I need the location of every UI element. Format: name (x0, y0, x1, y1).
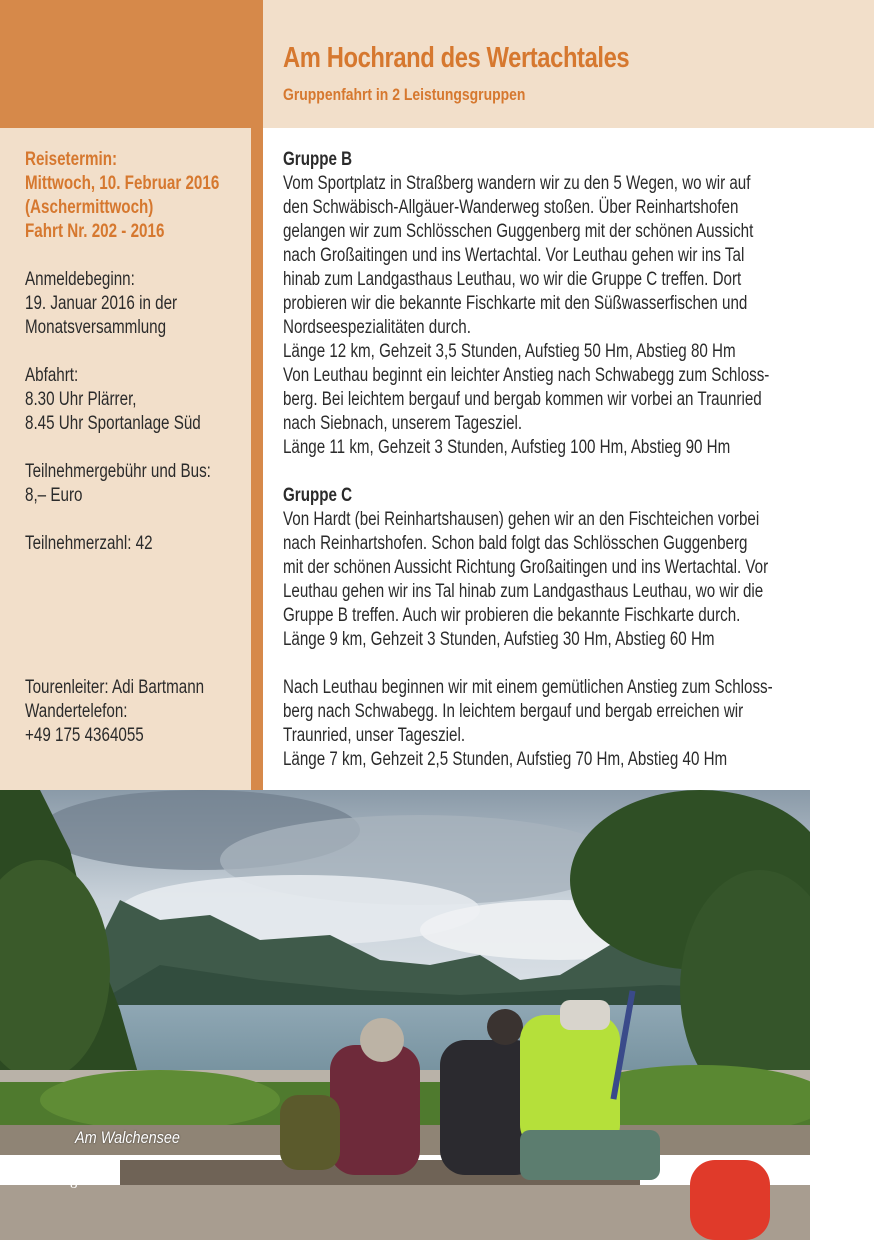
lake-photo (0, 790, 810, 1240)
group-b-line: probieren wir die bekannte Fischkarte mit den Süßwasserfischen und (283, 293, 748, 314)
group-c-line: Traunried, unser Tagesziel. (283, 725, 466, 746)
departure-time-2: 8.45 Uhr Sportanlage Süd (25, 413, 201, 434)
group-c-line: Leuthau gehen wir ins Tal hinab zum Landgasthaus Leuthau, wo wir die (283, 581, 764, 602)
group-b-line: Vom Sportplatz in Straßberg wandern wir zu den 5 Wegen, wo wir auf (283, 173, 751, 194)
group-b-line: nach Großaitingen und ins Wertachtal. Vor Leuthau gehen wir ins Tal (283, 245, 745, 266)
trip-number: Fahrt Nr. 202 - 2016 (25, 221, 165, 242)
group-c-line: berg nach Schwabegg. In leichtem bergauf und bergab erreichen wir (283, 701, 744, 722)
group-b-line: hinab zum Landgasthaus Leuthau, wo wir die Gruppe C treffen. Dort (283, 269, 742, 290)
group-c-line: mit der schönen Aussicht Richtung Großaitingen und ins Wertachtal. Vor (283, 557, 769, 578)
fee-info (25, 460, 249, 508)
group-b-line: Nordseespezialitäten durch. (283, 317, 471, 338)
group-c-line: Gruppe B treffen. Auch wir probieren die bekannte Fischkarte durch. (283, 605, 741, 626)
group-b-heading: Gruppe B (283, 149, 353, 170)
leader-info (25, 676, 249, 748)
group-c-section (283, 484, 810, 652)
phone-label: Wandertelefon: (25, 701, 128, 722)
page-number: 8 (70, 1176, 78, 1192)
group-b-section (283, 148, 810, 460)
page-subtitle: Gruppenfahrt in 2 Leistungsgruppen (283, 85, 526, 104)
page-title: Am Hochrand des Wertachtales (283, 42, 630, 74)
departure-time-1: 8.30 Uhr Plärrer, (25, 389, 137, 410)
group-c-stats-1: Länge 9 km, Gehzeit 3 Stunden, Aufstieg 30 Hm, Abstieg 60 Hm (283, 629, 715, 650)
group-b-stats-2: Länge 11 km, Gehzeit 3 Stunden, Aufstieg 100 Hm, Abstieg 90 Hm (283, 437, 731, 458)
group-b-stats-1: Länge 12 km, Gehzeit 3,5 Stunden, Aufstieg 50 Hm, Abstieg 80 Hm (283, 341, 736, 362)
registration-info (25, 268, 249, 340)
group-b-line: den Schwäbisch-Allgäuer-Wanderweg stoßen. Über Reinhartshofen (283, 197, 739, 218)
group-c-line: Von Hardt (bei Reinhartshausen) gehen wir an den Fischteichen vorbei (283, 509, 760, 530)
sidebar-divider (251, 128, 263, 790)
fee-value: 8,– Euro (25, 485, 83, 506)
fee-label: Teilnehmergebühr und Bus: (25, 461, 211, 482)
registration-place: Monatsversammlung (25, 317, 167, 338)
departure-info (25, 364, 249, 436)
photo-caption: Am Walchensee (75, 1128, 180, 1147)
group-c-stats-2: Länge 7 km, Gehzeit 2,5 Stunden, Aufstieg 70 Hm, Abstieg 40 Hm (283, 749, 728, 770)
trip-note: (Aschermittwoch) (25, 197, 154, 218)
group-b-line: nach Siebnach, unserem Tagesziel. (283, 413, 523, 434)
group-c-continuation (283, 676, 810, 772)
registration-label: Anmeldebeginn: (25, 269, 135, 290)
participants-info (25, 532, 249, 556)
header-accent-block (0, 0, 263, 128)
registration-date: 19. Januar 2016 in der (25, 293, 178, 314)
phone-number: +49 175 4364055 (25, 725, 144, 746)
trip-label: Reisetermin: (25, 149, 118, 170)
group-b-line: berg. Bei leichtem bergauf und bergab kommen wir vorbei an Traunried (283, 389, 762, 410)
departure-label: Abfahrt: (25, 365, 79, 386)
lake-photo-illustration (0, 790, 810, 1240)
group-c-heading: Gruppe C (283, 485, 353, 506)
trip-info (25, 148, 249, 244)
participants-count: Teilnehmerzahl: 42 (25, 533, 153, 554)
group-c-line: Nach Leuthau beginnen wir mit einem gemütlichen Anstieg zum Schloss- (283, 677, 773, 698)
leader-name: Tourenleiter: Adi Bartmann (25, 677, 205, 698)
trip-date: Mittwoch, 10. Februar 2016 (25, 173, 220, 194)
group-b-line: gelangen wir zum Schlösschen Guggenberg mit der schönen Aussicht (283, 221, 754, 242)
group-b-line: Von Leuthau beginnt ein leichter Anstieg nach Schwabegg zum Schloss- (283, 365, 770, 386)
group-c-line: nach Reinhartshofen. Schon bald folgt das Schlösschen Guggenberg (283, 533, 748, 554)
